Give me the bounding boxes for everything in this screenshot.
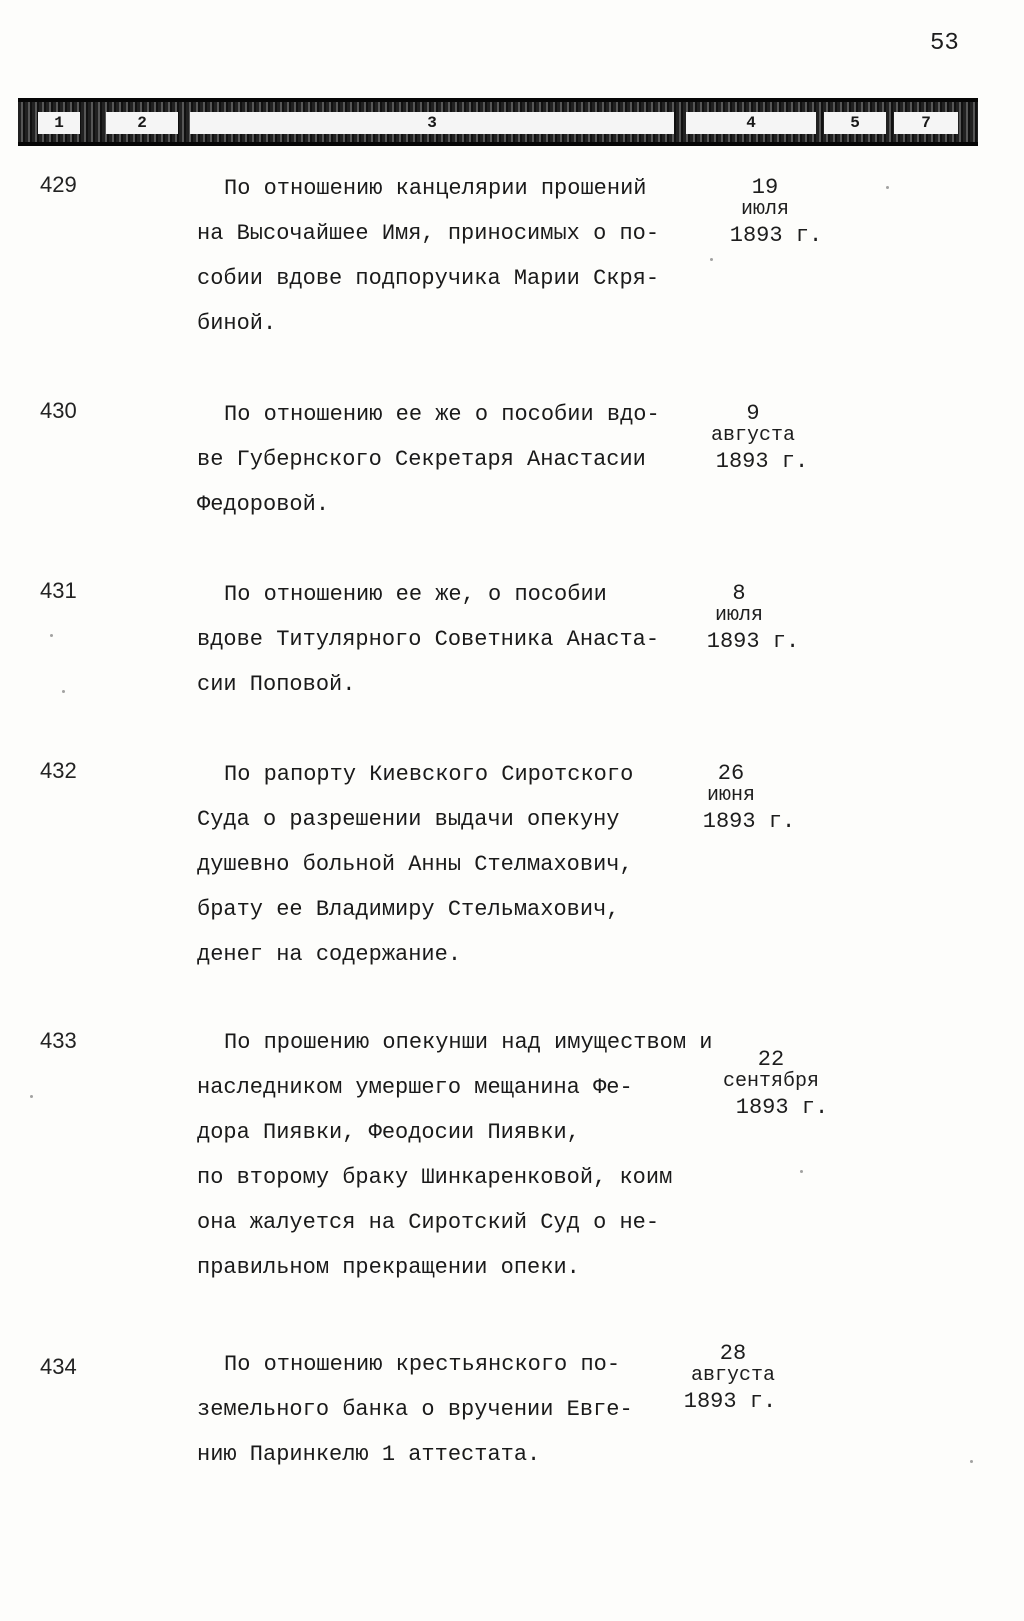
header-col-3: 3 bbox=[190, 112, 674, 134]
record-description bbox=[197, 166, 717, 346]
date-day: 28 bbox=[719, 1341, 747, 1366]
record-line: душевно больной Анны Стелмахович, bbox=[197, 852, 633, 877]
record-line: По отношению ее же, о пособии bbox=[224, 582, 607, 607]
record-line: Суда о разрешении выдачи опекуну bbox=[197, 807, 620, 832]
record-number: 433 bbox=[40, 1028, 77, 1053]
record-line: брату ее Владимиру Стельмахович, bbox=[197, 897, 620, 922]
date-day: 9 bbox=[746, 401, 760, 426]
record-description bbox=[197, 1020, 757, 1290]
record-line: По рапорту Киевского Сиротского bbox=[224, 762, 634, 787]
scan-speck bbox=[62, 690, 65, 693]
record-line: на Высочайшее Имя, приносимых о по- bbox=[197, 221, 660, 246]
header-col-7: 7 bbox=[894, 112, 958, 134]
record-number: 431 bbox=[40, 578, 77, 603]
record-description bbox=[197, 572, 717, 707]
record-line: она жалуется на Сиротский Суд о не- bbox=[197, 1210, 660, 1235]
record-date bbox=[666, 762, 796, 834]
record-number: 430 bbox=[40, 398, 77, 423]
record-line: По прошению опекунши над имуществом и bbox=[224, 1030, 713, 1055]
header-col-4: 4 bbox=[686, 112, 816, 134]
date-day: 19 bbox=[751, 175, 779, 200]
date-month: августа bbox=[690, 1364, 775, 1387]
record-date bbox=[688, 402, 818, 474]
record-line: дора Пиявки, Феодосии Пиявки, bbox=[197, 1120, 580, 1145]
scan-speck bbox=[970, 1460, 973, 1463]
record-description bbox=[197, 752, 717, 977]
record-line: земельного банка о вручении Евге- bbox=[197, 1397, 633, 1422]
date-year: 1893 г. bbox=[706, 629, 800, 654]
date-day: 26 bbox=[717, 761, 745, 786]
date-month: августа bbox=[710, 424, 795, 447]
date-month: июня bbox=[706, 784, 755, 807]
record-date bbox=[700, 176, 830, 248]
record-description bbox=[197, 392, 717, 527]
record-line: ве Губернского Секретаря Анастасии bbox=[197, 447, 646, 472]
record-date bbox=[706, 1048, 836, 1120]
record-number: 432 bbox=[40, 758, 77, 783]
record-line: биной. bbox=[197, 311, 277, 336]
date-year: 1893 г. bbox=[683, 1389, 777, 1414]
record-line: Федоровой. bbox=[197, 492, 330, 517]
scan-speck bbox=[710, 258, 713, 261]
date-month: июля bbox=[714, 604, 763, 627]
date-year: 1893 г. bbox=[729, 223, 823, 248]
header-col-1: 1 bbox=[38, 112, 80, 134]
header-col-2: 2 bbox=[106, 112, 178, 134]
date-month: июля bbox=[740, 198, 789, 221]
scan-speck bbox=[30, 1095, 33, 1098]
scan-speck bbox=[886, 186, 889, 189]
scan-speck bbox=[800, 1170, 803, 1173]
date-month: сентября bbox=[722, 1070, 819, 1093]
scan-speck bbox=[50, 634, 53, 637]
date-day: 8 bbox=[732, 581, 746, 606]
date-day: 22 bbox=[757, 1047, 785, 1072]
record-line: По отношению канцелярии прошений bbox=[224, 176, 647, 201]
record-number: 434 bbox=[40, 1354, 77, 1379]
record-line: собии вдове подпоручика Марии Скря- bbox=[197, 266, 660, 291]
header-col-5: 5 bbox=[824, 112, 886, 134]
record-line: По отношению крестьянского по- bbox=[224, 1352, 621, 1377]
record-line: По отношению ее же о пособии вдо- bbox=[224, 402, 660, 427]
record-description bbox=[197, 1342, 717, 1477]
date-year: 1893 г. bbox=[702, 809, 796, 834]
record-date bbox=[668, 1342, 798, 1414]
record-line: денег на содержание. bbox=[197, 942, 462, 967]
record-line: наследником умершего мещанина Фе- bbox=[197, 1075, 633, 1100]
record-line: правильном прекращении опеки. bbox=[197, 1255, 580, 1280]
page-number: 53 bbox=[930, 30, 959, 57]
record-line: нию Паринкелю 1 аттестата. bbox=[197, 1442, 541, 1467]
record-line: сии Поповой. bbox=[197, 672, 356, 697]
record-line: по второму браку Шинкаренковой, коим bbox=[197, 1165, 673, 1190]
date-year: 1893 г. bbox=[735, 1095, 829, 1120]
date-year: 1893 г. bbox=[715, 449, 809, 474]
record-line: вдове Титулярного Советника Анаста- bbox=[197, 627, 660, 652]
record-number: 429 bbox=[40, 172, 77, 197]
record-date bbox=[674, 582, 804, 654]
